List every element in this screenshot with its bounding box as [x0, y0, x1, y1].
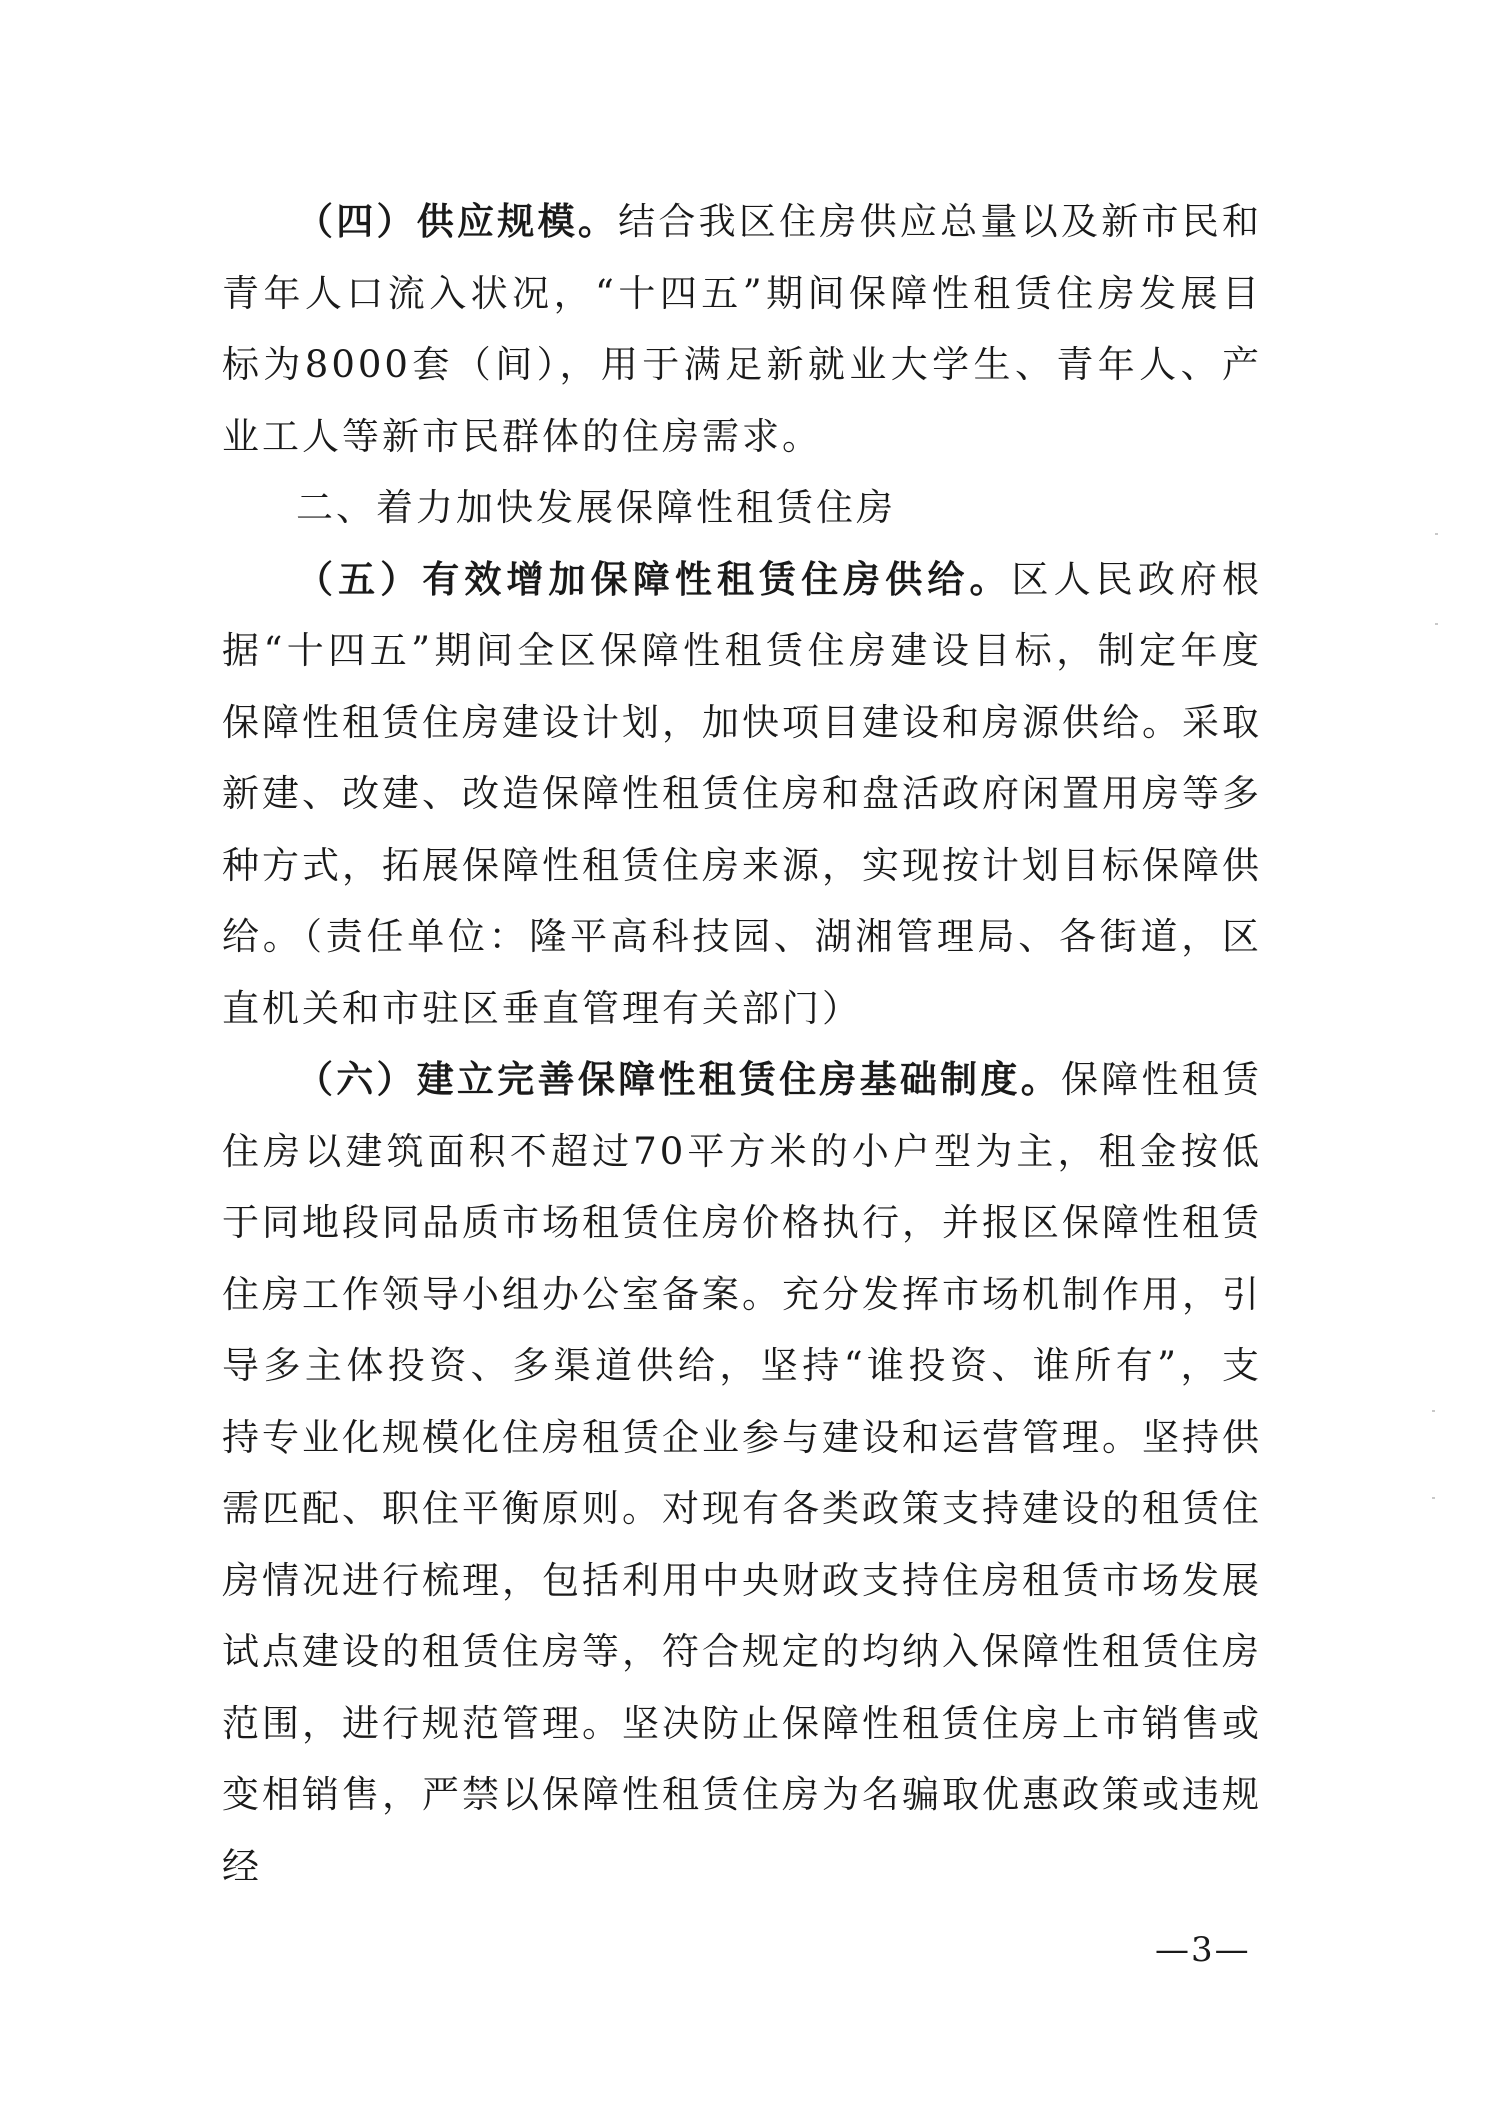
scan-speck: [1432, 1497, 1435, 1499]
paragraph-body: 保障性租赁住房以建筑面积不超过70平方米的小户型为主，租金按低于同地段同品质市场租赁住房价格执行，并报区保障性租赁住房工作领导小组办公室备案。充分发挥市场机制作用，引导多主体投资、多渠道供给，坚持“谁投资、谁所有”，支持专业化规模化住房租赁企业参与建设和运营管理。坚持供需匹配、职住平衡原则。对现有各类政策支持建设的租赁住房情况进行梳理，包括利用中央财政支持住房租赁市场发展试点建设的租赁住房等，符合规定的均纳入保障性租赁住房范围，进行规范管理。坚决防止保障性租赁住房上市销售或变相销售，严禁以保障性租赁住房为名骗取优惠政策或违规经: [222, 1058, 1263, 1888]
paragraph-lead: （六）建立完善保障性租赁住房基础制度。: [296, 1057, 1061, 1101]
paragraph-body: 结合我区住房供应总量以及新市民和青年人口流入状况，“十四五”期间保障性租赁住房发展目标为8000套（间），用于满足新就业大学生、青年人、产业工人等新市民群体的住房需求。: [222, 200, 1263, 458]
scan-speck: [1435, 623, 1438, 625]
section-heading: 二、着力加快发展保障性租赁住房: [296, 486, 896, 529]
paragraph-lead: （四）供应规模。: [296, 199, 619, 243]
scan-speck: [1432, 1410, 1435, 1412]
scan-speck: [1435, 533, 1438, 535]
paragraph-lead: （五）有效增加保障性租赁住房供给。: [296, 556, 1012, 601]
document-body: [222, 186, 1262, 1902]
paragraph-body: 区人民政府根据“十四五”期间全区保障性租赁住房建设目标，制定年度保障性租赁住房建设计划，加快项目建设和房源供给。采取新建、改建、改造保障性租赁住房和盘活政府闲置用房等多种方式，拓展保障性租赁住房来源，实现按计划目标保障供给。（责任单位：隆平高科技园、湖湘管理局、各街道，区直机关和市驻区垂直管理有关部门）: [222, 557, 1263, 1030]
paragraph-basic-system: [222, 1044, 1262, 1902]
paragraph-increase-supply: [222, 544, 1262, 1045]
page-number: —3—: [1155, 1930, 1251, 1970]
paragraph-supply-scale: [222, 186, 1262, 472]
